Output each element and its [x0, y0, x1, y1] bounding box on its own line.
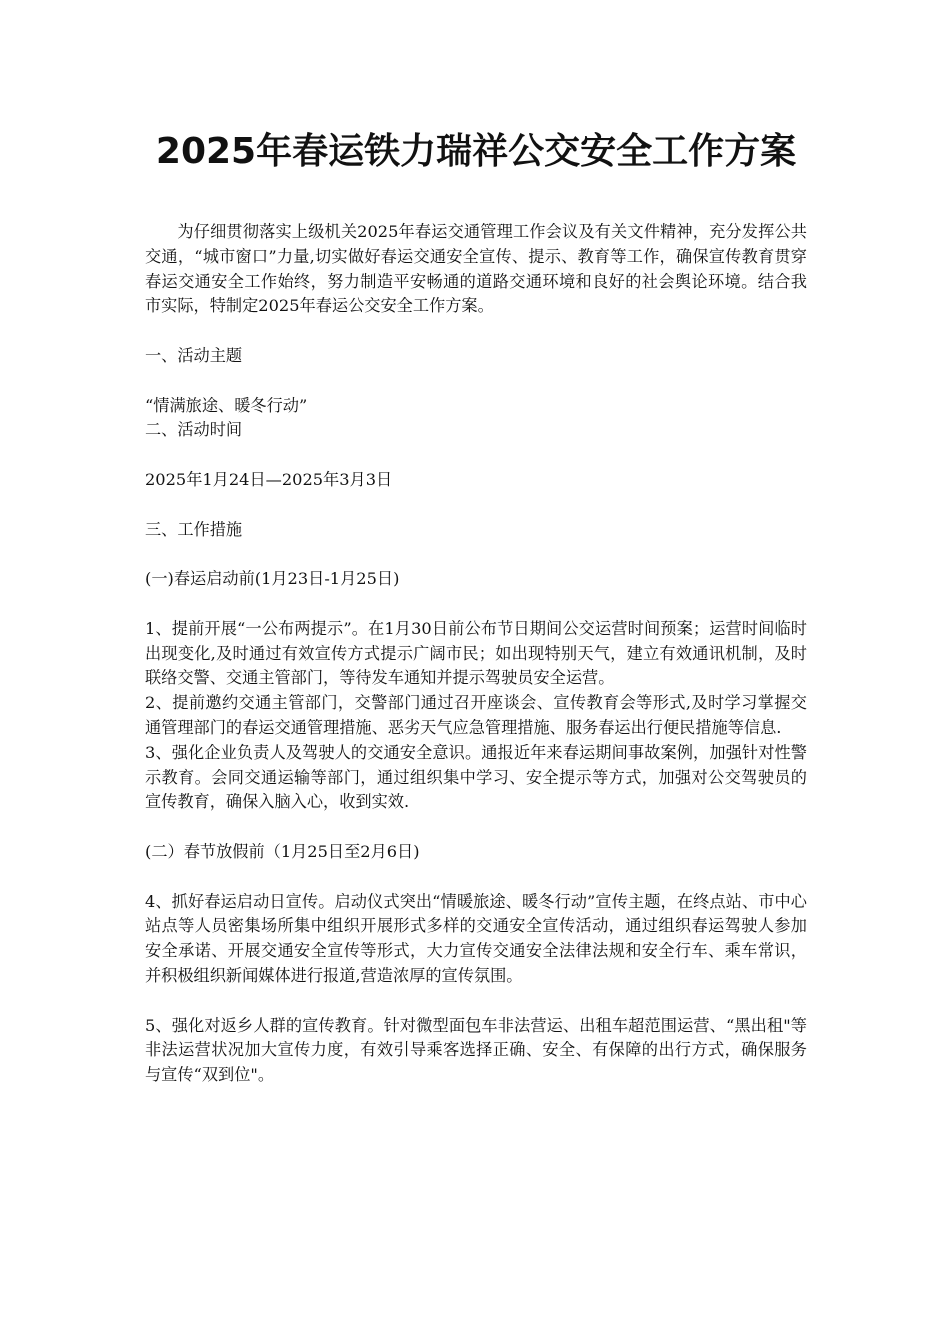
section3-heading: 三、工作措施 — [145, 519, 243, 539]
section2-text: 2025年1月24日—2025年3月3日 — [145, 469, 393, 489]
document-body — [145, 220, 807, 1088]
item-3-paragraph: 3、强化企业负责人及驾驶人的交通安全意识。通报近年来春运期间事故案例，加强针对性警示教育。会同交通运输等部门，通过组织集中学习、安全提示等方式，加强对公交驾驶员的宣传教育，确保入脑入心，收到实效. — [145, 742, 807, 812]
phase1-heading: (一)春运启动前(1月23日-1月25日) — [145, 569, 400, 589]
document-title: 2025年春运铁力瑞祥公交安全工作方案 — [155, 131, 797, 172]
intro-paragraph: 为仔细贯彻落实上级机关2025年春运交通管理工作会议及有关文件精神，充分发挥公共交通，“城市窗口”力量,切实做好春运交通安全宣传、提示、教育等工作，确保宣传教育贯穿春运交通安全工作始终，努力制造平安畅通的道路交通环境和良好的社会舆论环境。结合我市实际，特制定2025年春运公交安全工作方案。 — [145, 222, 807, 316]
section1-heading: 一、活动主题 — [145, 345, 243, 365]
item-2-paragraph: 2、提前邀约交通主管部门，交警部门通过召开座谈会、宣传教育会等形式,及时学习掌握交通管理部门的春运交通管理措施、恶劣天气应急管理措施、服务春运出行便民措施等信息. — [145, 693, 807, 737]
item-1-paragraph: 1、提前开展“一公布两提示”。在1月30日前公布节日期间公交运营时间预案；运营时间临时出现变化,及时通过有效宣传方式提示广阔市民；如出现特别天气，建立有效通讯机制，及时联络交警、交通主管部门，等待发车通知并提示驾驶员安全运营。 — [145, 618, 807, 688]
section1-text: “情满旅途、暖冬行动” — [145, 395, 308, 415]
item-4-paragraph: 4、抓好春运启动日宣传。启动仪式突出“情暖旅途、暖冬行动”宣传主题，在终点站、市中心站点等人员密集场所集中组织开展形式多样的交通安全宣传活动，通过组织春运驾驶人参加安全承诺、开展交通安全宣传等形式，大力宣传交通安全法律法规和安全行车、乘车常识，并积极组织新闻媒体进行报道,营造浓厚的宣传氛围。 — [145, 891, 807, 985]
section2-heading: 二、活动时间 — [145, 420, 243, 440]
phase2-heading: (二）春节放假前（1月25日至2月6日) — [145, 841, 420, 861]
item-5-paragraph: 5、强化对返乡人群的宣传教育。针对微型面包车非法营运、出租车超范围运营、“黑出租"等非法运营状况加大宣传力度，有效引导乘客选择正确、安全、有保障的出行方式，确保服务与宣传“双到位"。 — [145, 1015, 807, 1085]
